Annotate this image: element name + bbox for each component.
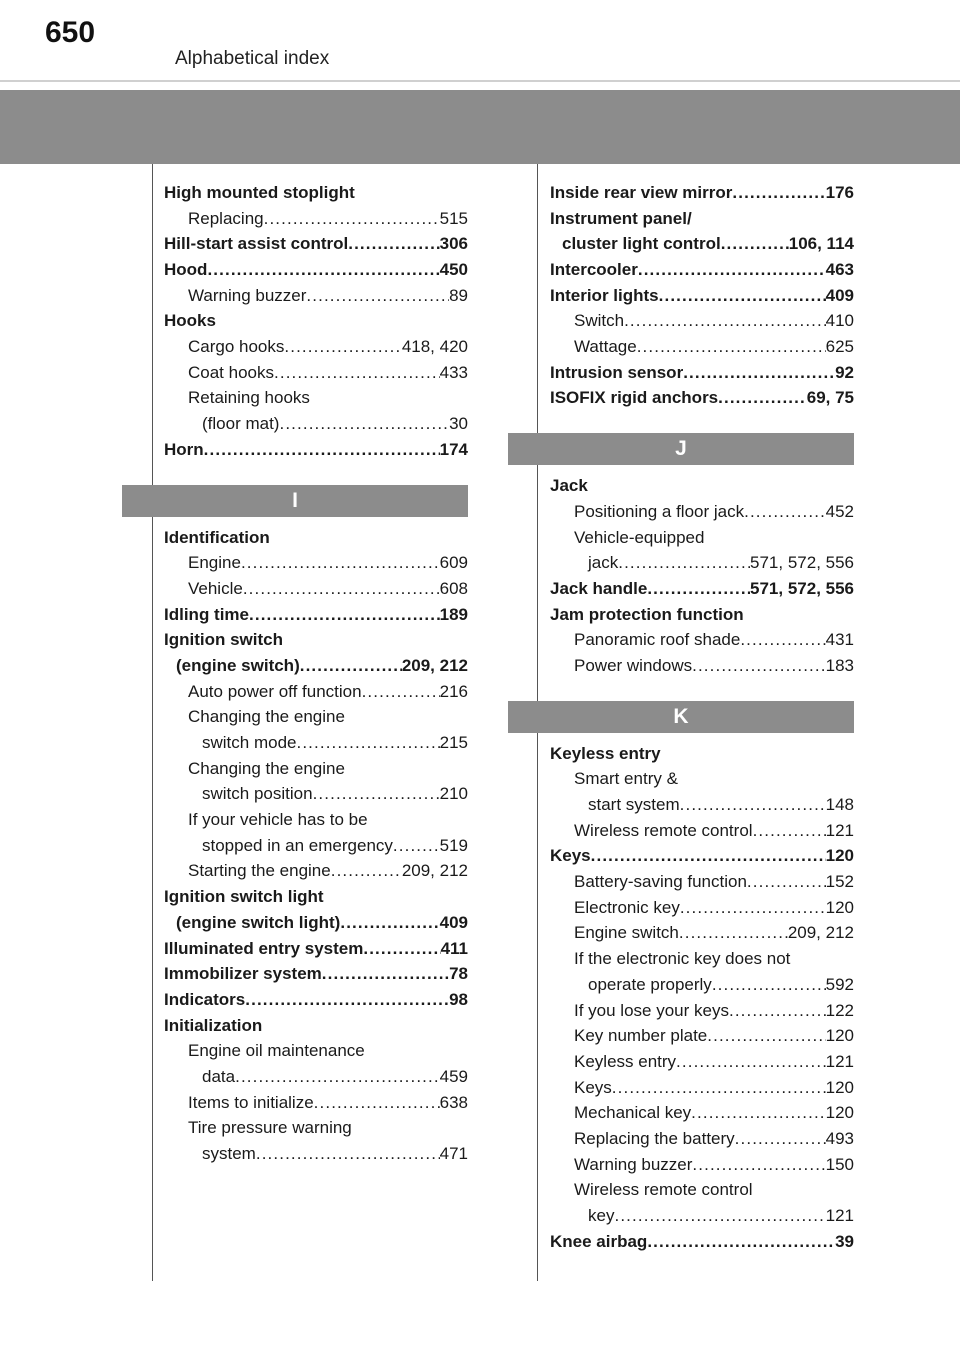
entry-term: Items to initialize <box>188 1092 314 1112</box>
leader-dots <box>264 206 440 232</box>
leader-dots <box>692 1152 825 1178</box>
index-entry <box>550 741 854 767</box>
leader-dots <box>683 360 835 386</box>
entry-page-ref: 121 <box>825 1051 854 1071</box>
leader-dots <box>322 961 449 987</box>
leader-dots <box>331 858 402 884</box>
entry-term: ISOFIX rigid anchors <box>550 388 719 408</box>
entry-page-ref: 121 <box>825 820 854 840</box>
index-subentry <box>550 1023 854 1049</box>
leader-dots <box>348 231 439 257</box>
entry-term: Key number plate <box>574 1026 708 1046</box>
index-entry <box>164 437 468 463</box>
index-subentry <box>550 895 854 921</box>
index-subentry <box>164 781 468 807</box>
index-subentry <box>164 411 468 437</box>
index-entry <box>164 180 468 206</box>
entry-term: (floor mat) <box>202 414 280 434</box>
leader-dots <box>314 1090 440 1116</box>
leader-dots <box>614 1203 825 1229</box>
entry-page-ref: 209, 212 <box>401 861 468 881</box>
entry-page-ref: 625 <box>825 337 854 357</box>
index-subentry <box>164 1038 468 1064</box>
entry-page-ref: 148 <box>825 795 854 815</box>
entry-term: Indicators <box>164 989 246 1009</box>
entry-page-ref: 452 <box>825 501 854 521</box>
entry-term: Retaining hooks <box>188 388 310 408</box>
index-entry <box>550 180 854 206</box>
entry-term: Battery-saving function <box>574 872 747 892</box>
entry-term: Jack handle <box>550 578 648 598</box>
leader-dots <box>747 869 826 895</box>
entry-term: Intrusion sensor <box>550 362 684 382</box>
entry-term: cluster light control <box>562 234 721 254</box>
leader-dots <box>279 411 449 437</box>
index-subentry <box>164 576 468 602</box>
entry-page-ref: 638 <box>439 1092 468 1112</box>
entry-page-ref: 120 <box>825 1026 854 1046</box>
entry-page-ref: 411 <box>440 938 468 958</box>
index-subentry <box>164 859 468 885</box>
entry-term: Engine switch <box>574 923 679 943</box>
index-subentry <box>550 972 854 998</box>
left-column-rule <box>152 164 153 1281</box>
entry-page-ref: 106, 114 <box>788 234 854 254</box>
index-entry <box>550 576 854 602</box>
entry-term: Warning buzzer <box>574 1154 693 1174</box>
entry-term: (engine switch light) <box>176 912 341 932</box>
leader-dots <box>300 653 402 679</box>
entry-page-ref: 306 <box>439 234 468 254</box>
leader-dots <box>243 576 440 602</box>
entry-page-ref: 92 <box>835 362 854 382</box>
entry-page-ref: 183 <box>825 655 854 675</box>
index-subentry <box>550 998 854 1024</box>
entry-page-ref: 410 <box>825 311 854 331</box>
index-entry <box>164 308 468 334</box>
leader-dots <box>362 679 440 705</box>
leader-dots <box>591 843 826 869</box>
entry-page-ref: 174 <box>439 439 468 459</box>
entry-term: Wattage <box>574 337 637 357</box>
entry-term: Power windows <box>574 655 693 675</box>
entry-page-ref: 608 <box>439 578 468 598</box>
entry-page-ref: 418, 420 <box>401 337 468 357</box>
index-entry <box>550 257 854 283</box>
entry-term: Starting the engine <box>188 861 331 881</box>
index-subentry <box>164 730 468 756</box>
entry-term: Keys <box>550 846 591 866</box>
entry-term: Jack <box>550 476 588 496</box>
section-header: I <box>122 485 468 517</box>
entry-term: Identification <box>164 527 270 547</box>
index-subentry <box>550 946 854 972</box>
leader-dots <box>241 550 440 576</box>
entry-page-ref: 609 <box>439 553 468 573</box>
entry-term: Cargo hooks <box>188 337 285 357</box>
entry-page-ref: 120 <box>825 1077 854 1097</box>
index-entry <box>164 602 468 628</box>
entry-term: Horn <box>164 439 204 459</box>
leader-dots <box>707 1023 825 1049</box>
leader-dots <box>691 1100 825 1126</box>
leader-dots <box>612 1075 826 1101</box>
entry-term: If you lose your keys <box>574 1000 729 1020</box>
entry-term: Interior lights <box>550 285 659 305</box>
leader-dots <box>744 499 826 525</box>
index-subentry <box>164 1115 468 1141</box>
leader-dots <box>680 792 826 818</box>
index-column-right <box>550 180 854 1254</box>
index-entry <box>550 206 854 232</box>
index-subentry <box>550 792 854 818</box>
leader-dots <box>647 1229 835 1255</box>
entry-term: Warning buzzer <box>188 285 307 305</box>
index-subentry <box>164 653 468 679</box>
index-subentry <box>550 1049 854 1075</box>
entry-term: Switch <box>574 311 625 331</box>
index-entry <box>164 257 468 283</box>
index-entry <box>164 961 468 987</box>
entry-term: Keys <box>574 1077 612 1097</box>
entry-page-ref: 39 <box>835 1231 854 1251</box>
section-header: K <box>508 701 854 733</box>
entry-term: Engine oil maintenance <box>188 1041 365 1061</box>
index-subentry <box>164 334 468 360</box>
index-subentry <box>164 704 468 730</box>
index-entry <box>550 386 854 412</box>
entry-term: Replacing the battery <box>574 1128 735 1148</box>
entry-term: system <box>202 1144 256 1164</box>
index-subentry <box>164 386 468 412</box>
index-subentry <box>550 1075 854 1101</box>
page-title: Alphabetical index <box>175 48 330 69</box>
index-subentry <box>164 807 468 833</box>
leader-dots <box>732 180 825 206</box>
entry-term: Intercooler <box>550 260 638 280</box>
leader-dots <box>624 308 826 334</box>
index-subentry <box>550 1177 854 1203</box>
entry-term: Idling time <box>164 604 249 624</box>
index-entry <box>164 884 468 910</box>
leader-dots <box>647 576 750 602</box>
page-number: 650 <box>45 16 96 49</box>
index-column-left <box>164 180 468 1167</box>
entry-page-ref: 209, 212 <box>787 923 854 943</box>
index-subentry <box>550 525 854 551</box>
leader-dots <box>692 653 826 679</box>
entry-term: Changing the engine <box>188 758 345 778</box>
entry-page-ref: 78 <box>449 964 468 984</box>
leader-dots <box>235 1064 440 1090</box>
leader-dots <box>712 972 826 998</box>
entry-page-ref: 120 <box>825 897 854 917</box>
entry-term: Vehicle-equipped <box>574 527 705 547</box>
entry-page-ref: 463 <box>825 260 854 280</box>
entry-term: Engine <box>188 553 241 573</box>
index-subentry <box>550 550 854 576</box>
leader-dots <box>638 257 826 283</box>
entry-page-ref: 189 <box>439 604 468 624</box>
index-subentry <box>164 1064 468 1090</box>
entry-page-ref: 210 <box>439 784 468 804</box>
index-subentry <box>550 1203 854 1229</box>
entry-term: Knee airbag <box>550 1231 648 1251</box>
entry-page-ref: 571, 572, 556 <box>750 578 854 598</box>
index-entry <box>550 283 854 309</box>
leader-dots <box>721 231 789 257</box>
entry-page-ref: 409 <box>439 912 468 932</box>
entry-term: Keyless entry <box>550 743 661 763</box>
entry-page-ref: 433 <box>439 362 468 382</box>
index-subentry <box>550 1100 854 1126</box>
entry-term: Smart entry & <box>574 769 678 789</box>
index-subentry <box>550 869 854 895</box>
leader-dots <box>679 920 788 946</box>
entry-page-ref: 515 <box>439 208 468 228</box>
index-subentry <box>550 499 854 525</box>
leader-dots <box>729 998 826 1024</box>
leader-dots <box>680 895 826 921</box>
leader-dots <box>204 437 440 463</box>
leader-dots <box>284 334 401 360</box>
leader-dots <box>637 334 826 360</box>
header-band <box>0 90 960 164</box>
entry-term: Jam protection function <box>550 604 744 624</box>
index-entry <box>164 627 468 653</box>
leader-dots <box>735 1126 826 1152</box>
page-header <box>0 0 960 80</box>
entry-page-ref: 152 <box>825 872 854 892</box>
entry-page-ref: 89 <box>449 285 468 305</box>
entry-page-ref: 431 <box>825 630 854 650</box>
index-subentry <box>550 653 854 679</box>
leader-dots <box>718 385 807 411</box>
section-header: J <box>508 433 854 465</box>
index-subentry <box>164 206 468 232</box>
index-entry <box>164 525 468 551</box>
entry-page-ref: 215 <box>439 733 468 753</box>
entry-term: jack <box>588 553 619 573</box>
leader-dots <box>296 730 439 756</box>
index-entry <box>164 987 468 1013</box>
leader-dots <box>313 781 440 807</box>
entry-page-ref: 121 <box>825 1206 854 1226</box>
entry-term: If the electronic key does not <box>574 949 791 969</box>
index-subentry <box>164 1090 468 1116</box>
entry-page-ref: 471 <box>439 1144 468 1164</box>
entry-term: If your vehicle has to be <box>188 810 368 830</box>
entry-term: key <box>588 1206 615 1226</box>
entry-page-ref: 450 <box>439 260 468 280</box>
entry-term: Instrument panel/ <box>550 208 692 228</box>
index-subentry <box>164 360 468 386</box>
index-subentry <box>550 921 854 947</box>
entry-term: Wireless remote control <box>574 820 753 840</box>
index-subentry <box>550 627 854 653</box>
index-subentry <box>164 910 468 936</box>
entry-term: Positioning a floor jack <box>574 501 745 521</box>
index-subentry <box>164 283 468 309</box>
entry-term: Hill-start assist control <box>164 234 349 254</box>
index-entry <box>164 1013 468 1039</box>
entry-term: Changing the engine <box>188 707 345 727</box>
entry-term: Electronic key <box>574 897 680 917</box>
entry-term: Coat hooks <box>188 362 274 382</box>
leader-dots <box>245 987 449 1013</box>
leader-dots <box>676 1049 826 1075</box>
leader-dots <box>363 936 440 962</box>
index-subentry <box>164 679 468 705</box>
index-subentry <box>550 231 854 257</box>
entry-term: switch mode <box>202 733 297 753</box>
index-subentry <box>164 550 468 576</box>
entry-term: Ignition switch light <box>164 887 324 907</box>
entry-page-ref: 493 <box>825 1128 854 1148</box>
index-subentry <box>550 334 854 360</box>
entry-page-ref: 519 <box>439 835 468 855</box>
entry-page-ref: 30 <box>449 414 468 434</box>
entry-term: Keyless entry <box>574 1051 677 1071</box>
entry-term: High mounted stoplight <box>164 182 355 202</box>
leader-dots <box>207 257 439 283</box>
index-subentry <box>550 766 854 792</box>
index-entry <box>550 473 854 499</box>
index-entry <box>550 843 854 869</box>
entry-term: Vehicle <box>188 578 243 598</box>
leader-dots <box>340 910 439 936</box>
leader-dots <box>274 360 440 386</box>
index-entry <box>550 360 854 386</box>
entry-page-ref: 150 <box>825 1154 854 1174</box>
index-subentry <box>550 1152 854 1178</box>
entry-page-ref: 459 <box>439 1066 468 1086</box>
entry-term: Wireless remote control <box>574 1180 753 1200</box>
entry-page-ref: 176 <box>825 182 854 202</box>
leader-dots <box>306 283 449 309</box>
entry-term: stopped in an emergency <box>202 835 393 855</box>
index-subentry <box>164 1141 468 1167</box>
entry-page-ref: 120 <box>825 846 854 866</box>
entry-page-ref: 122 <box>825 1000 854 1020</box>
header-divider <box>0 80 960 82</box>
entry-term: Mechanical key <box>574 1103 692 1123</box>
entry-page-ref: 571, 572, 556 <box>750 553 854 573</box>
entry-term: Hooks <box>164 311 216 331</box>
entry-page-ref: 69, 75 <box>806 388 854 408</box>
entry-term: Initialization <box>164 1015 263 1035</box>
index-subentry <box>550 1126 854 1152</box>
index-entry <box>164 231 468 257</box>
entry-term: Inside rear view mirror <box>550 182 733 202</box>
index-subentry <box>164 833 468 859</box>
entry-page-ref: 592 <box>825 974 854 994</box>
entry-term: (engine switch) <box>176 655 300 675</box>
leader-dots <box>753 818 826 844</box>
entry-term: Illuminated entry system <box>164 938 364 958</box>
index-subentry <box>164 756 468 782</box>
entry-term: Auto power off function <box>188 681 362 701</box>
entry-term: Hood <box>164 260 208 280</box>
entry-term: Panoramic roof shade <box>574 630 741 650</box>
entry-page-ref: 216 <box>439 681 468 701</box>
entry-page-ref: 120 <box>825 1103 854 1123</box>
index-entry <box>550 1229 854 1255</box>
entry-term: Ignition switch <box>164 630 283 650</box>
entry-page-ref: 409 <box>825 285 854 305</box>
entry-term: switch position <box>202 784 313 804</box>
index-entry <box>164 936 468 962</box>
leader-dots <box>659 283 826 309</box>
index-subentry <box>550 308 854 334</box>
leader-dots <box>256 1141 440 1167</box>
index-entry <box>550 602 854 628</box>
entry-page-ref: 209, 212 <box>401 655 468 675</box>
leader-dots <box>740 627 825 653</box>
entry-term: operate properly <box>588 974 712 994</box>
leader-dots <box>249 602 440 628</box>
entry-term: Replacing <box>188 208 264 228</box>
leader-dots <box>618 550 750 576</box>
entry-page-ref: 98 <box>449 989 468 1009</box>
entry-term: Immobilizer system <box>164 964 322 984</box>
entry-term: start system <box>588 795 680 815</box>
entry-term: data <box>202 1066 236 1086</box>
entry-term: Tire pressure warning <box>188 1118 352 1138</box>
index-subentry <box>550 818 854 844</box>
leader-dots <box>393 833 440 859</box>
